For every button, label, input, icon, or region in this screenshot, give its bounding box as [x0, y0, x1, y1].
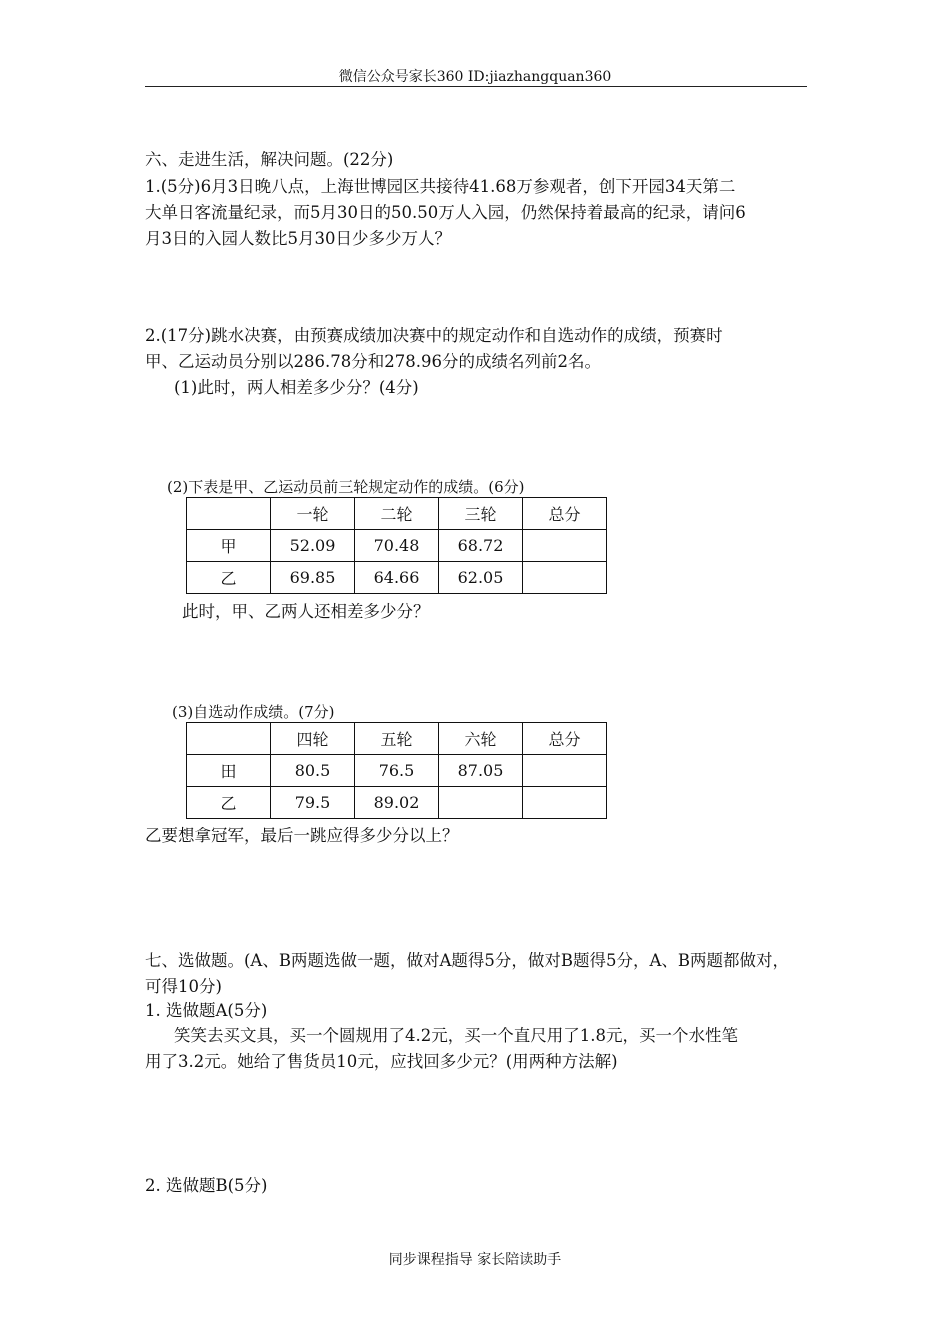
table-row — [187, 755, 607, 787]
table2-question: 乙要想拿冠军，最后一跳应得多少分以上？ — [145, 826, 459, 845]
table-cell — [187, 723, 271, 755]
table-header-cell: 总分 — [523, 723, 607, 755]
qa-line-1: 笑笑去买文具，买一个圆规用了4.2元，买一个直尺用了1.8元，买一个水性笔 — [174, 1026, 738, 1045]
score-table-2 — [186, 722, 607, 819]
page-footer: 同步课程指导 家长陪读助手 — [388, 1252, 562, 1268]
table-cell: 70.48 — [355, 530, 439, 562]
table-cell: 乙 — [187, 562, 271, 594]
table-header-cell: 总分 — [523, 498, 607, 530]
table1-caption: (2)下表是甲、乙运动员前三轮规定动作的成绩。(6分) — [167, 478, 525, 496]
q2-line-1: 2.(17分)跳水决赛，由预赛成绩加决赛中的规定动作和自选动作的成绩，预赛时 — [145, 326, 723, 345]
table1-question: 此时，甲、乙两人还相差多少分？ — [182, 602, 430, 621]
section-6-title: 六、走进生活，解决问题。(22分) — [145, 150, 394, 169]
table-cell — [523, 562, 607, 594]
table-row — [187, 562, 607, 594]
table-header-cell: 四轮 — [271, 723, 355, 755]
table-cell: 甲 — [187, 530, 271, 562]
table-cell: 76.5 — [355, 755, 439, 787]
table-cell: 62.05 — [439, 562, 523, 594]
table-cell: 89.02 — [355, 787, 439, 819]
table-cell — [523, 755, 607, 787]
qb-label: 2. 选做题B(5分) — [145, 1176, 268, 1195]
table-cell — [523, 787, 607, 819]
table-cell: 乙 — [187, 787, 271, 819]
q2-part1: (1)此时，两人相差多少分？(4分) — [174, 378, 419, 397]
q1-line-2: 大单日客流量纪录，而5月30日的50.50万人入园，仍然保持着最高的纪录，请问6 — [145, 203, 746, 222]
table-header-cell: 三轮 — [439, 498, 523, 530]
table-cell: 87.05 — [439, 755, 523, 787]
table-cell — [439, 787, 523, 819]
table-cell: 80.5 — [271, 755, 355, 787]
table-cell: 64.66 — [355, 562, 439, 594]
score-table-1 — [186, 497, 607, 594]
table-cell — [523, 530, 607, 562]
qa-label: 1. 选做题A(5分) — [145, 1001, 268, 1020]
table-header-cell: 五轮 — [355, 723, 439, 755]
page-header: 微信公众号家长360 ID:jiazhangquan360 — [338, 69, 612, 85]
header-divider — [145, 86, 807, 87]
table-cell: 田 — [187, 755, 271, 787]
section-7-title-line-1: 七、选做题。(A、B两题选做一题，做对A题得5分，做对B题得5分，A、B两题都做对， — [145, 951, 790, 970]
table-header-cell: 二轮 — [355, 498, 439, 530]
table2-caption: (3)自选动作成绩。(7分) — [172, 703, 335, 721]
table-cell — [187, 498, 271, 530]
table-row — [187, 787, 607, 819]
q1-line-1: 1.(5分)6月3日晚八点，上海世博园区共接待41.68万参观者，创下开园34天第二 — [145, 177, 736, 196]
table-header-cell: 六轮 — [439, 723, 523, 755]
table-cell: 79.5 — [271, 787, 355, 819]
table-row — [187, 498, 607, 530]
table-cell: 68.72 — [439, 530, 523, 562]
table-header-cell: 一轮 — [271, 498, 355, 530]
table-cell: 69.85 — [271, 562, 355, 594]
table-row — [187, 530, 607, 562]
q2-line-2: 甲、乙运动员分别以286.78分和278.96分的成绩名列前2名。 — [145, 352, 601, 371]
qa-line-2: 用了3.2元。她给了售货员10元，应找回多少元？(用两种方法解) — [145, 1052, 618, 1071]
q1-line-3: 月3日的入园人数比5月30日少多少万人？ — [145, 229, 451, 248]
section-7-title-line-2: 可得10分) — [145, 977, 222, 996]
table-cell: 52.09 — [271, 530, 355, 562]
table-row — [187, 723, 607, 755]
